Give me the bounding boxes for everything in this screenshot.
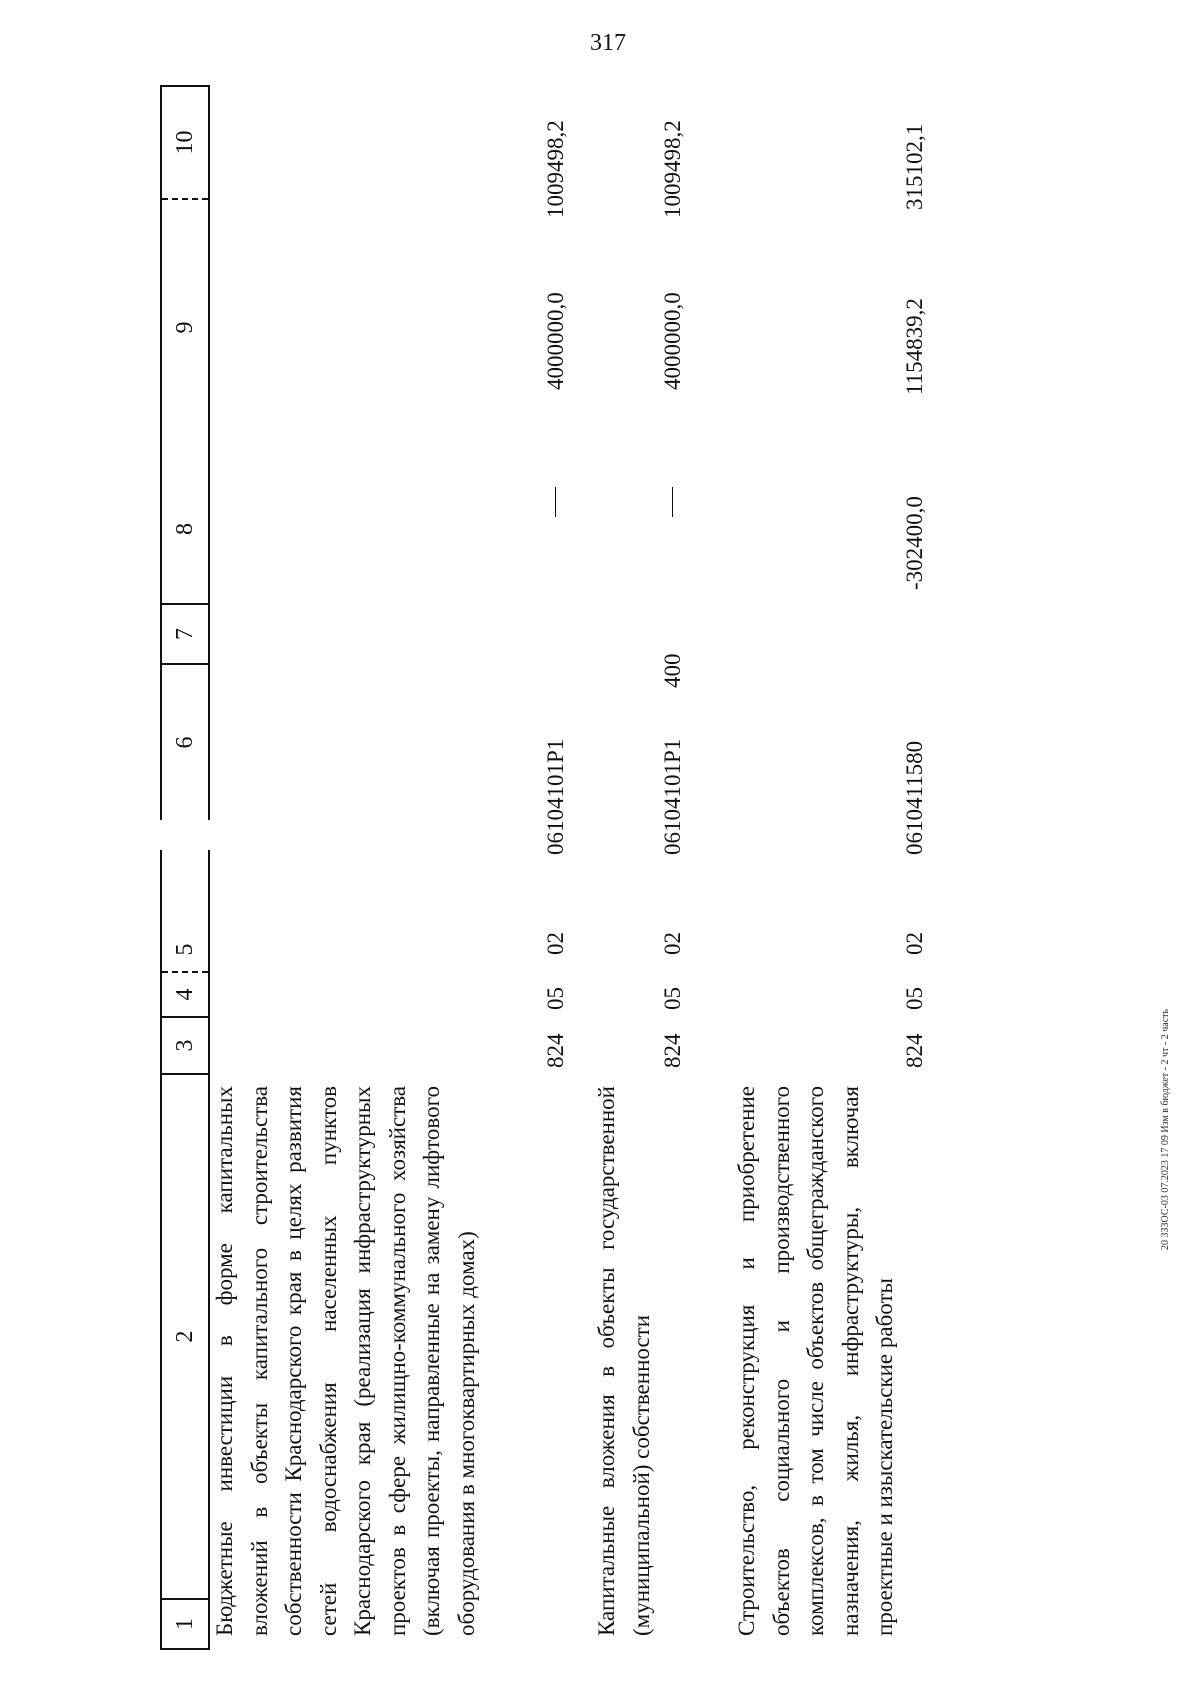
row-3-col8: -302400,0 xyxy=(902,496,927,590)
header-col-4: 4 xyxy=(162,973,208,1018)
row-2-col4: 05 xyxy=(660,987,685,1010)
row-2-col3: 824 xyxy=(660,1033,685,1068)
row-1-col9: 4000000,0 xyxy=(543,292,568,390)
row-3-col3: 824 xyxy=(902,1033,927,1068)
row-2-col10: 1009498,2 xyxy=(660,120,685,218)
header-col-1: 1 xyxy=(162,1600,208,1650)
footer-stamp: 20 ЗЗЗОС-03 07.2023 17 09 Изм в бюджет - 2 чт - 2 часть xyxy=(1160,1008,1171,1250)
header-col-9: 9 xyxy=(171,321,198,334)
header-col-8: 8 xyxy=(162,455,208,605)
row-1-col8-dash xyxy=(555,487,556,517)
rotated-budget-table xyxy=(160,80,1120,1650)
row-3-col4: 05 xyxy=(902,987,927,1010)
header-col-5: 5 xyxy=(162,928,208,973)
row-1-col10: 1009498,2 xyxy=(543,120,568,218)
table-header-right xyxy=(160,85,210,820)
header-col-2: 2 xyxy=(162,1075,208,1600)
header-gap xyxy=(162,850,208,928)
table-header-left xyxy=(160,850,210,1650)
row-2-col9: 4000000,0 xyxy=(660,292,685,390)
row-2-description: Капитальные вложения в объекты государственной (муниципальной) собственности xyxy=(594,1086,654,1636)
header-col-3: 3 xyxy=(162,1018,208,1075)
row-2-col5: 02 xyxy=(660,932,685,955)
row-3-col9: 1154839,2 xyxy=(902,298,927,395)
row-1-col4: 05 xyxy=(543,987,568,1010)
row-3-col5: 02 xyxy=(902,932,927,955)
row-3-col6: 0610411580 xyxy=(902,740,927,855)
row-1-col3: 824 xyxy=(543,1033,568,1068)
row-1-description: Бюджетные инвестиции в форме капитальных вложений в объекты капитального строительства собственности Краснодарского края в целях развития сетей водоснабжения населенных пунктов Краснодарского края (реализация инфраструктурных проектов в сфере жилищно-коммунального хозяйства (включая проекты, направленные на замену лифтового оборудования в многоквартирных домах) xyxy=(212,1086,479,1636)
row-3-col10: 315102,1 xyxy=(902,123,927,210)
row-1-col5: 02 xyxy=(543,932,568,955)
row-2-col8-dash xyxy=(672,487,673,517)
header-col-6: 6 xyxy=(171,736,198,749)
row-2-col7: 400 xyxy=(660,653,685,688)
row-2-col6: 06104101Р1 xyxy=(660,738,685,855)
page-number: 317 xyxy=(590,30,626,56)
header-col-7: 7 xyxy=(162,605,208,665)
row-3-description: Строительство, реконструкция и приобретение объектов социального и производственного комплексов, в том числе объектов общегражданского назначения, жилья, инфраструктуры, включая проектные и изыскательские работы xyxy=(734,1086,897,1636)
header-col-10: 10 xyxy=(162,85,208,200)
row-1-col6: 06104101Р1 xyxy=(543,738,568,855)
